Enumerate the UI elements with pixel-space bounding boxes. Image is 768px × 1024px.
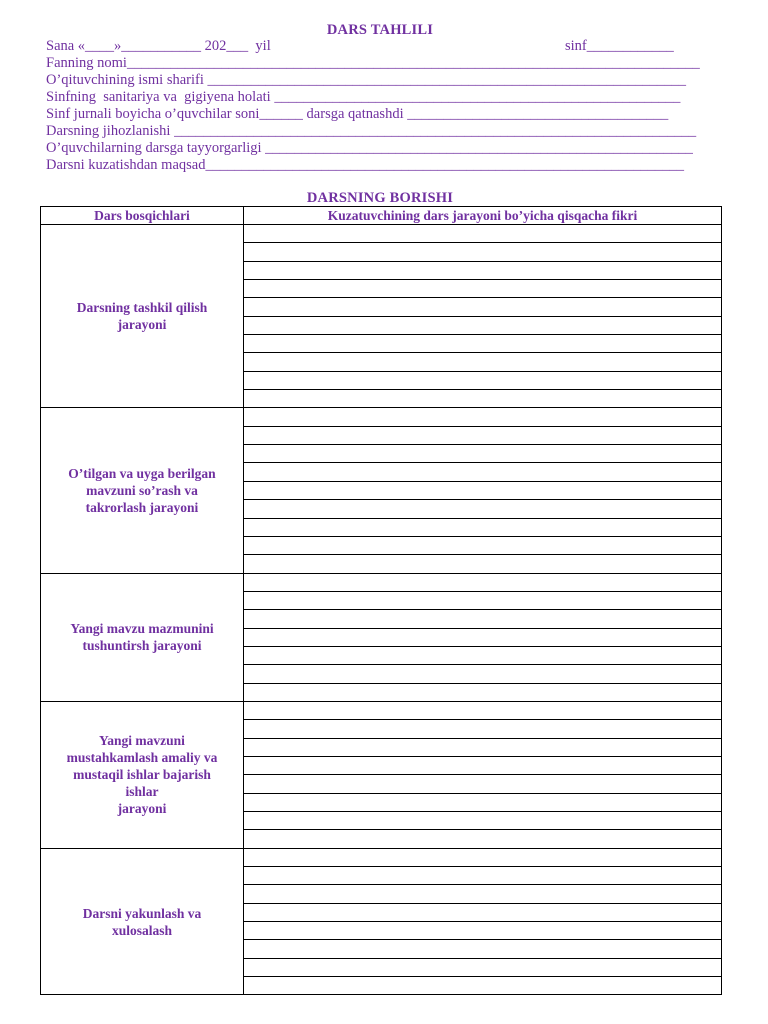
comment-cell[interactable]	[244, 243, 722, 261]
comment-cell[interactable]	[244, 261, 722, 279]
comment-cell[interactable]	[244, 720, 722, 738]
comment-cell[interactable]	[244, 775, 722, 793]
attendance-line: Sinf jurnali boyicha o’quvchilar soni______ darsga qatnashdi ____________________________________	[46, 106, 669, 122]
comment-cell[interactable]	[244, 225, 722, 243]
stage-label: Yangi mavzu mazmunini tushuntirsh jarayoni	[41, 573, 244, 701]
comment-cell[interactable]	[244, 463, 722, 481]
comment-cell[interactable]	[244, 536, 722, 554]
comment-cell[interactable]	[244, 573, 722, 591]
comment-cell[interactable]	[244, 885, 722, 903]
purpose-line: Darsni kuzatishdan maqsad__________________________________________________________________	[46, 157, 684, 173]
table-row	[41, 848, 722, 866]
comment-cell[interactable]	[244, 426, 722, 444]
comment-cell[interactable]	[244, 903, 722, 921]
comment-cell[interactable]	[244, 445, 722, 463]
comment-cell[interactable]	[244, 701, 722, 719]
comment-cell[interactable]	[244, 793, 722, 811]
column-header-comments: Kuzatuvchining dars jarayoni bo’yicha qisqacha fikri	[244, 207, 722, 225]
table-header-row	[41, 207, 722, 225]
column-header-stages: Dars bosqichlari	[41, 207, 244, 225]
comment-cell[interactable]	[244, 940, 722, 958]
comment-cell[interactable]	[244, 353, 722, 371]
form-title: DARS TAHLILI	[326, 22, 434, 38]
comment-cell[interactable]	[244, 518, 722, 536]
comment-cell[interactable]	[244, 335, 722, 353]
comment-cell[interactable]	[244, 977, 722, 995]
table-body	[41, 225, 722, 995]
equipment-line: Darsning jihozlanishi ________________________________________________________________________	[46, 123, 697, 139]
observation-table	[40, 206, 722, 995]
table-row	[41, 701, 722, 719]
comment-cell[interactable]	[244, 830, 722, 848]
comment-cell[interactable]	[244, 371, 722, 389]
sanitary-line: Sinfning sanitariya va gigiyena holati ________________________________________________________	[46, 89, 681, 105]
comment-cell[interactable]	[244, 812, 722, 830]
comment-cell[interactable]	[244, 958, 722, 976]
comment-cell[interactable]	[244, 683, 722, 701]
comment-cell[interactable]	[244, 555, 722, 573]
comment-cell[interactable]	[244, 610, 722, 628]
comment-cell[interactable]	[244, 280, 722, 298]
comment-cell[interactable]	[244, 316, 722, 334]
comment-cell[interactable]	[244, 848, 722, 866]
readiness-line: O’quvchilarning darsga tayyorgarligi ___________________________________________________________	[46, 140, 693, 156]
comment-cell[interactable]	[244, 298, 722, 316]
comment-cell[interactable]	[244, 390, 722, 408]
stage-label: O’tilgan va uyga berilgan mavzuni so’rash va takrorlash jarayoni	[41, 408, 244, 573]
comment-cell[interactable]	[244, 408, 722, 426]
comment-cell[interactable]	[244, 500, 722, 518]
comment-cell[interactable]	[244, 481, 722, 499]
comment-cell[interactable]	[244, 756, 722, 774]
comment-cell[interactable]	[244, 628, 722, 646]
comment-cell[interactable]	[244, 665, 722, 683]
stage-label: Yangi mavzuni mustahkamlash amaliy va mustaqil ishlar bajarish ishlar jarayoni	[41, 701, 244, 848]
stage-label: Darsni yakunlash va xulosalash	[41, 848, 244, 995]
comment-cell[interactable]	[244, 591, 722, 609]
comment-cell[interactable]	[244, 646, 722, 664]
section-title: DARSNING BORISHI	[306, 190, 454, 206]
table-row	[41, 573, 722, 591]
comment-cell[interactable]	[244, 922, 722, 940]
comment-cell[interactable]	[244, 867, 722, 885]
table-row	[41, 225, 722, 243]
subject-line: Fanning nomi_______________________________________________________________________________	[46, 55, 700, 71]
class-field: sinf____________	[565, 38, 674, 54]
table-row	[41, 408, 722, 426]
comment-cell[interactable]	[244, 738, 722, 756]
stage-label: Darsning tashkil qilish jarayoni	[41, 225, 244, 408]
date-line: Sana «____»___________ 202___ yil	[46, 38, 271, 54]
teacher-name-line: O’qituvchining ismi sharifi __________________________________________________________________	[46, 72, 686, 88]
